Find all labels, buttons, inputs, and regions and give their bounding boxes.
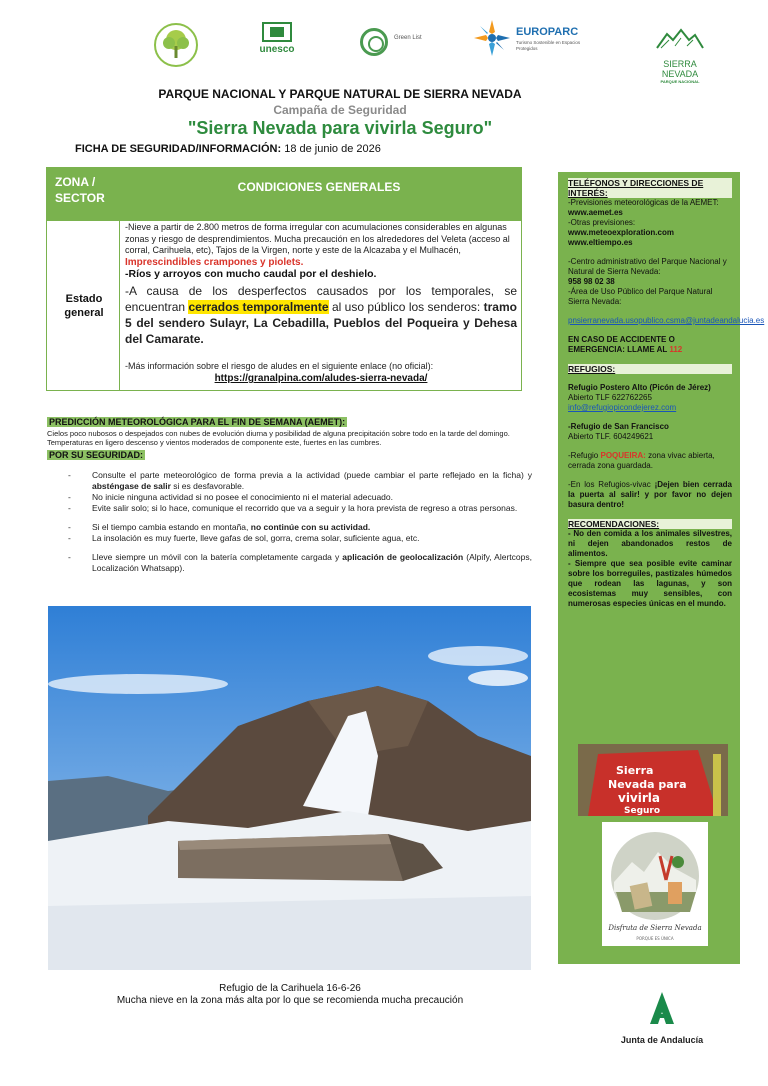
mountain-icon [655, 26, 705, 52]
campaign-subtitle: Campaña de Seguridad [273, 103, 407, 117]
sidebar-content [568, 178, 765, 609]
aemet-url[interactable]: www.aemet.es [568, 208, 623, 217]
recommendations-title: RECOMENDACIONES: [568, 519, 732, 529]
conditions-table [46, 167, 522, 391]
unesco-logo: unesco [253, 22, 301, 78]
area-label: -Área de Uso Público del Parque Natural Sierra Nevada: [568, 287, 713, 306]
list-item: - Evite salir solo; si lo hace, comunique el recorrido que va a seguir y la hora prevista de regreso a otras personas. [68, 503, 518, 513]
rivers-paragraph: -Ríos y arroyos con mucho caudal por el deshielo. [125, 268, 377, 280]
list-item: - Lleve siempre un móvil con la batería completamente cargada y aplicación de geolocalización (Alpify, Alertcops, Localización Whatsapp). [68, 552, 532, 573]
otras-url-2[interactable]: www.eltiempo.es [568, 238, 633, 247]
refugio-poqueira: -Refugio POQUEIRA: zona vivac abierta, cerrada zona guardada. [568, 451, 715, 470]
unesco-mark-icon [262, 22, 292, 42]
emergency-text: EN CASO DE ACCIDENTE O EMERGENCIA: LLAME AL 112 [568, 335, 683, 354]
recommendation-2: - Siempre que sea posible evite caminar sobre los borreguiles, pastizales húmedos que rodean las lagunas, y son ecosistemas muy sensibles, con numerosas especies únicas en el mundo. [568, 559, 732, 608]
avalanche-info: -Más información sobre el riesgo de aludes en el siguiente enlace (no oficial): [125, 361, 434, 371]
recommendation-1: - No den comida a los animales silvestres, ni dejen abandonados restos de alimentos. [568, 529, 732, 558]
page-title: PARQUE NACIONAL Y PARQUE NATURAL DE SIERRA NEVADA [158, 87, 522, 101]
tree-logo [150, 22, 202, 68]
svg-text:Nevada para: Nevada para [608, 778, 687, 791]
europarc-star-icon [472, 18, 512, 58]
area-email[interactable]: pnsierranevada.usopublico.csma@juntadeandalucia.es [568, 316, 765, 325]
disfruta-image [602, 822, 708, 946]
meteo-title: PREDICCIÓN METEOROLÓGICA PARA EL FIN DE SEMANA (AEMET): [49, 417, 346, 427]
list-item: - Consulte el parte meteorológico de forma previa a la actividad (puede cambiar el parte reflejado en la ficha) y absténgase de salir si es desfavorable. [68, 470, 532, 491]
centro-phone: 958 98 02 38 [568, 277, 615, 286]
closed-trails-paragraph: -A causa de los desperfectos causados por los temporales, se encuentran cerrados temporalmente al uso público los senderos: tramo 5 del sendero Sulayr, La Cebadilla, Pueblos del Poqueira y Dehesa del Camarate. [125, 284, 517, 346]
avalanche-link[interactable]: https://granalpina.com/aludes-sierra-nevada/ [214, 373, 428, 384]
junta-text: Junta de Andalucía [620, 1035, 704, 1045]
otras-label: -Otras previsiones: [568, 218, 636, 227]
conditions-header: CONDICIONES GENERALES [237, 180, 401, 194]
ficha-line [75, 143, 381, 155]
refugio-postero-name: Refugio Postero Alto (Picón de Jérez) [568, 383, 711, 392]
junta-andalucia-logo [612, 990, 712, 1045]
svg-text:vivirla: vivirla [618, 791, 660, 805]
svg-text:Disfruta de Sierra Nevada: Disfruta de Sierra Nevada [608, 924, 702, 932]
refugio-photo [48, 606, 531, 970]
refugios-vivac: -En los Refugios-vivac ¡Dejen bien cerrada la puerta al salir! y por favor no dejen basura dentro! [568, 480, 732, 509]
campaign-name: "Sierra Nevada para vivirla Seguro" [187, 118, 493, 138]
phones-title: TELÉFONOS Y DIRECCIONES DE INTERÉS: [568, 178, 732, 198]
header-logos [0, 18, 768, 98]
refugio-postero-email[interactable]: info@refugiopicondejerez.com [568, 403, 677, 412]
green-list-icon [360, 28, 388, 56]
crampons-warning: Imprescindibles crampones y piolets. [125, 256, 304, 268]
refugios-title: REFUGIOS: [568, 364, 732, 374]
ficha-label: FICHA DE SEGURIDAD/INFORMACIÓN: [75, 143, 282, 155]
green-list-logo: Green List [360, 28, 430, 58]
sierra-nevada-logo: SIERRA NEVADA PARQUE NACIONAL [650, 26, 710, 94]
junta-icon [642, 990, 682, 1028]
safety-tips [68, 470, 532, 574]
refugio-sanfrancisco-phone: Abierto TLF. 604249621 [568, 432, 654, 441]
row-label: Estado general [64, 293, 104, 319]
campaign-badge-image [578, 744, 728, 816]
refugio-postero-phone: Abierto TLF 622762265 [568, 393, 652, 402]
closed-trails-list: tramo 5 del sendero Sulayr, La Cebadilla, Pueblos del Poqueira y Dehesa del Camarate. [125, 300, 517, 346]
svg-text:Sierra: Sierra [616, 764, 654, 777]
refugio-sanfrancisco-name: -Refugio de San Francisco [568, 422, 669, 431]
emergency-number: 112 [669, 345, 683, 354]
list-item: - No inicie ninguna actividad si no posee el conocimiento ni el material adecuado. [68, 492, 393, 502]
aemet-label: -Previsiones meteorológicas de la AEMET: [568, 198, 719, 207]
snow-paragraph: -Nieve a partir de 2.800 metros de forma irregular con acumulaciones considerables en algunas zonas y riesgo de desprendimientos. Mucha precaución en los alrededores del Veleta (acceso al corral, Carihuela, etc), Tajos de la Virgen, norte y este de la Alcazaba y el Mulhacén, Imprescindibles crampones y piolets. [125, 222, 510, 268]
centro-label: -Centro administrativo del Parque Nacional y Natural de Sierra Nevada: [568, 257, 727, 276]
zone-header: ZONA / SECTOR [55, 175, 105, 205]
photo-caption-title: Refugio de la Carihuela 16-6-26 [219, 983, 361, 994]
table-divider [119, 168, 120, 390]
otras-url-1[interactable]: www.meteoexploration.com [568, 228, 674, 237]
list-item: - Si el tiempo cambia estando en montaña, no continúe con su actividad. [68, 522, 371, 532]
conditions-body [125, 222, 517, 384]
ficha-date: 18 de junio de 2026 [284, 143, 381, 155]
europarc-logo: EUROPARC Turismo Sostenible en Espacios Protegidos [472, 18, 582, 62]
closed-highlight: cerrados temporalmente [188, 300, 329, 314]
svg-text:PORQUE ES ÚNICA: PORQUE ES ÚNICA [636, 936, 674, 941]
photo-caption-text: Mucha nieve en la zona más alta por lo que se recomienda mucha precaución [116, 995, 464, 1006]
safety-title: POR SU SEGURIDAD: [49, 450, 144, 460]
list-item: - La insolación es muy fuerte, lleve gafas de sol, gorra, crema solar, suficiente agua, etc. [68, 533, 420, 543]
meteo-text: Cielos poco nubosos o despejados con nubes de evolución diurna y posibilidad de alguna precipitación sobre todo en la tarde del domingo. Temperaturas en ligero descenso y vientos moderados de componente este, fuertes en las cumbres. [47, 429, 510, 447]
svg-text:Seguro: Seguro [624, 806, 661, 816]
